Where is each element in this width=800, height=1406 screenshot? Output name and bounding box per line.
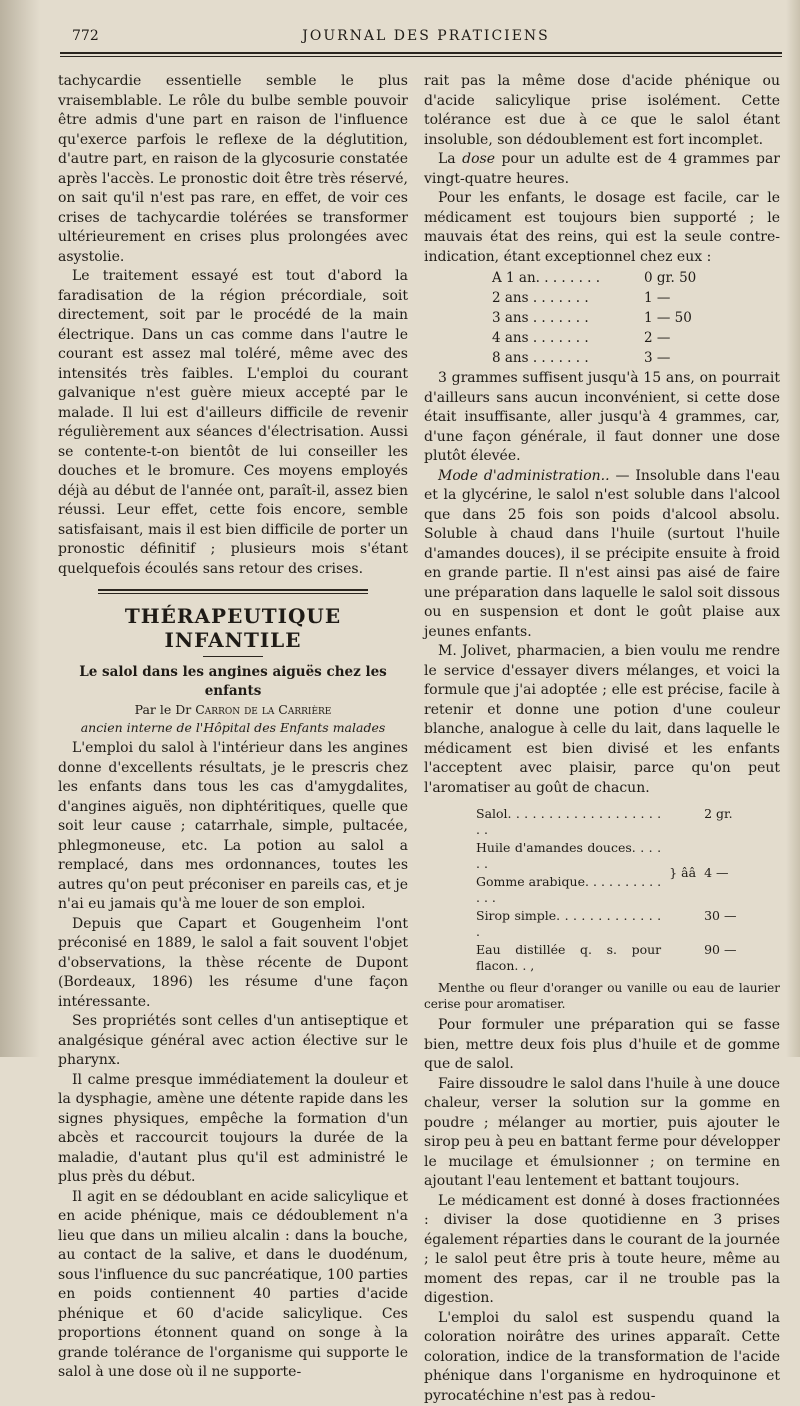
header-rule [60, 52, 782, 57]
paragraph: L'emploi du salol à l'intérieur dans les angines donne d'excellents résultats, je le prescris chez les enfants dans tous les cas d'amygdalites, d'angines aiguës, non diphtéritiques, quelle que soit leur cause ; catarrhale, simple, pultacée, phlegmoneuse, etc. La potion au salol a remplacé, dans mes ordonnances, toutes les autres qu'on peut préconiser en pareils cas, et je n'ai eu jamais qu'à me louer de son emploi. [58, 739, 408, 915]
paragraph: Ses propriétés sont celles d'un antiseptique et analgésique général avec action élective sur le pharynx. [58, 1012, 408, 1071]
formula-quantity: 30 — [704, 908, 772, 940]
right-column [424, 72, 780, 1047]
paragraph [424, 150, 780, 189]
dose-age: A 1 an. . . . . . . . [492, 269, 642, 287]
paragraph: Pour les enfants, le dosage est facile, car le médicament est toujours bien supporté ; le mauvais état des reins, qui est la seule contre-indication, étant exceptionnel chez eux : [424, 189, 780, 267]
paragraph: L'emploi du salol est suspendu quand la coloration noirâtre des urines apparaît. Cette coloration, indice de la transformation de l'acide phénique dans l'organisme en hydroquinone et pyrocatéchine n'est pas à redou- [424, 1309, 780, 1406]
emphasis: Mode d'administration.. [438, 468, 610, 484]
dose-amount: 3 — [644, 349, 754, 367]
title-divider [203, 656, 263, 657]
dose-age: 8 ans . . . . . . . [492, 349, 642, 367]
formula-ingredient: Huile d'amandes douces. . . . . . [476, 840, 661, 872]
formula-note: Menthe ou fleur d'oranger ou vanille ou eau de laurier cerise pour aromatiser. [424, 980, 780, 1012]
table-row [492, 309, 754, 327]
left-column [58, 72, 408, 1047]
formula-ingredient: Salol. . . . . . . . . . . . . . . . . . . . . [476, 806, 661, 838]
dose-age: 3 ans . . . . . . . [492, 309, 642, 327]
dose-amount: 1 — 50 [644, 309, 754, 327]
article-title: Le salol dans les angines aiguës chez les enfants [58, 663, 408, 701]
formula-brace: } ââ [663, 840, 702, 906]
paragraph: Il calme presque immédiatement la douleur et la dysphagie, amène une détente rapide dans les signes physiques, empêche la formation d'un abcès et raccourcit toujours la durée de la maladie, d'autant plus qu'il est administré le plus près du début. [58, 1071, 408, 1188]
paragraph: Le médicament est donné à doses fractionnées : diviser la dose quotidienne en 3 prises également réparties dans le courant de la journée ; le salol peut être pris à toute heure, même au moment des repas, car il ne trouble pas la digestion. [424, 1192, 780, 1309]
formula-spacer [663, 806, 702, 838]
page-number: 772 [72, 28, 99, 44]
paragraph-text: — Insoluble dans l'eau et la glycérine, le salol n'est soluble dans l'alcool que dans 25 fois son poids d'alcool absolu. Soluble à chaud dans l'huile (surtout l'huile d'amandes douces), il se précipite ensuite à froid en grande partie. Il n'est ainsi pas aisé de faire une préparation dans laquelle le salol soit dissous ou en suspension et dont le goût plaise aux jeunes enfants. [424, 468, 780, 640]
article-author [58, 701, 408, 719]
dose-amount: 1 — [644, 289, 754, 307]
dose-age: 2 ans . . . . . . . [492, 289, 642, 307]
formula-row [476, 942, 772, 974]
emphasis: dose [462, 151, 495, 167]
paragraph [424, 467, 780, 643]
running-title: JOURNAL DES PRATICIENS [72, 28, 780, 44]
dosage-table [490, 267, 756, 369]
dose-amount: 0 gr. 50 [644, 269, 754, 287]
author-prefix: Par le Dr [135, 702, 192, 717]
paragraph: Pour formuler une préparation qui se fasse bien, mettre deux fois plus d'huile et de gomme que de salol. [424, 1016, 780, 1075]
paragraph: Depuis que Capart et Gougenheim l'ont préconisé en 1889, le salol a fait souvent l'objet d'observations, la thèse récente de Dupont (Bordeaux, 1896) les résume d'une façon intéressante. [58, 915, 408, 1013]
formula-ingredient: Sirop simple. . . . . . . . . . . . . . [476, 908, 661, 940]
formula-quantity: 4 — [704, 840, 772, 906]
formula-row [476, 806, 772, 838]
table-row [492, 349, 754, 367]
dose-amount: 2 — [644, 329, 754, 347]
table-row [492, 269, 754, 287]
paragraph-lead: La [438, 151, 456, 167]
paragraph-text: pour un adulte est de 4 grammes par vingt-quatre heures. [424, 151, 780, 187]
paragraph: 3 grammes suffisent jusqu'à 15 ans, on pourrait d'ailleurs sans aucun inconvénient, si cette dose était insuffisante, aller jusqu'à 4 grammes, car, d'une façon générale, il faut donner une dose plutôt élevée. [424, 369, 780, 467]
page-header [72, 28, 780, 50]
page-edge-shadow [786, 0, 800, 1057]
paragraph: M. Jolivet, pharmacien, a bien voulu me rendre le service d'essayer divers mélanges, et voici la formule que j'ai adoptée ; elle est précise, facile à retenir et donne une potion d'une couleur blanche, analogue à celle du lait, dans laquelle le médicament est bien divisé et les enfants l'acceptent avec plaisir, parce qu'on peut l'aromatiser au goût de chacun. [424, 642, 780, 798]
author-name: Carron de la Carrière [195, 702, 331, 717]
paragraph: tachycardie essentielle semble le plus vraisemblable. Le rôle du bulbe semble pouvoir être admis d'une part en raison de l'influence qu'exerce parfois le reflexe de la déglutition, d'autre part, en raison de la glycosurie constatée après l'accès. Le pronostic doit être très réservé, on sait qu'il n'est pas rare, en effet, de voir ces crises de tachycardie tolérées se transformer ultérieurement en crises plus prolongées avec asystolie. [58, 72, 408, 267]
paragraph: Il agit en se dédoublant en acide salicylique et en acide phénique, mais ce dédoublement n'a lieu que dans un milieu alcalin : dans la bouche, au contact de la salive, et dans le duodénum, sous l'influence du suc pancréatique, 100 parties en poids contiennent 40 parties d'acide phénique et 60 d'acide salicylique. Ces proportions étonnent quand on songe à la grande tolérance de l'organisme qui supporte le salol à une dose où il ne supporte- [58, 1188, 408, 1383]
prescription-formula [474, 804, 774, 976]
formula-spacer [663, 942, 702, 974]
author-affiliation: ancien interne de l'Hôpital des Enfants malades [58, 719, 408, 737]
formula-ingredient: Eau distillée q. s. pour flacon. . , [476, 942, 661, 974]
table-row [492, 329, 754, 347]
page-gutter-shadow [0, 0, 40, 1057]
paragraph: rait pas la même dose d'acide phénique ou d'acide salicylique prise isolément. Cette tolérance est due à ce que le salol étant insoluble, son dédoublement est fort incomplet. [424, 72, 780, 150]
paragraph: Faire dissoudre le salol dans l'huile à une douce chaleur, verser la solution sur la gomme en poudre ; mélanger au mortier, puis ajouter le sirop peu à peu en battant ferme pour développer le mucilage et émulsionner ; on termine en ajoutant l'eau lentement et battant toujours. [424, 1075, 780, 1192]
dose-age: 4 ans . . . . . . . [492, 329, 642, 347]
section-title: THÉRAPEUTIQUE INFANTILE [58, 604, 408, 652]
table-row [492, 289, 754, 307]
formula-quantity: 2 gr. [704, 806, 772, 838]
formula-row [476, 908, 772, 940]
formula-row [476, 840, 772, 872]
formula-quantity: 90 — [704, 942, 772, 974]
formula-spacer [663, 908, 702, 940]
paragraph: Le traitement essayé est tout d'abord la faradisation de la région précordiale, soit directement, soit par le procédé de la main électrique. Dans un cas comme dans l'autre le courant est assez mal toléré, même avec des intensités très faibles. L'emploi du courant galvanique n'est guère mieux accepté par le malade. Il lui est d'ailleurs difficile de revenir régulièrement aux séances d'électrisation. Aussi se contente-t-on bientôt de lui conseiller les douches et le bromure. Ces moyens employés déjà au début de l'année ont, paraît-il, assez bien réussi. Leur effet, cette fois encore, semble satisfaisant, mais il est bien difficile de porter un pronostic définitif ; plusieurs mois s'étant quelquefois écoulés sans retour des crises. [58, 267, 408, 579]
formula-ingredient: Gomme arabique. . . . . . . . . . . . . [476, 874, 661, 906]
formula-aa: ââ [681, 865, 696, 880]
section-rule [98, 589, 368, 594]
